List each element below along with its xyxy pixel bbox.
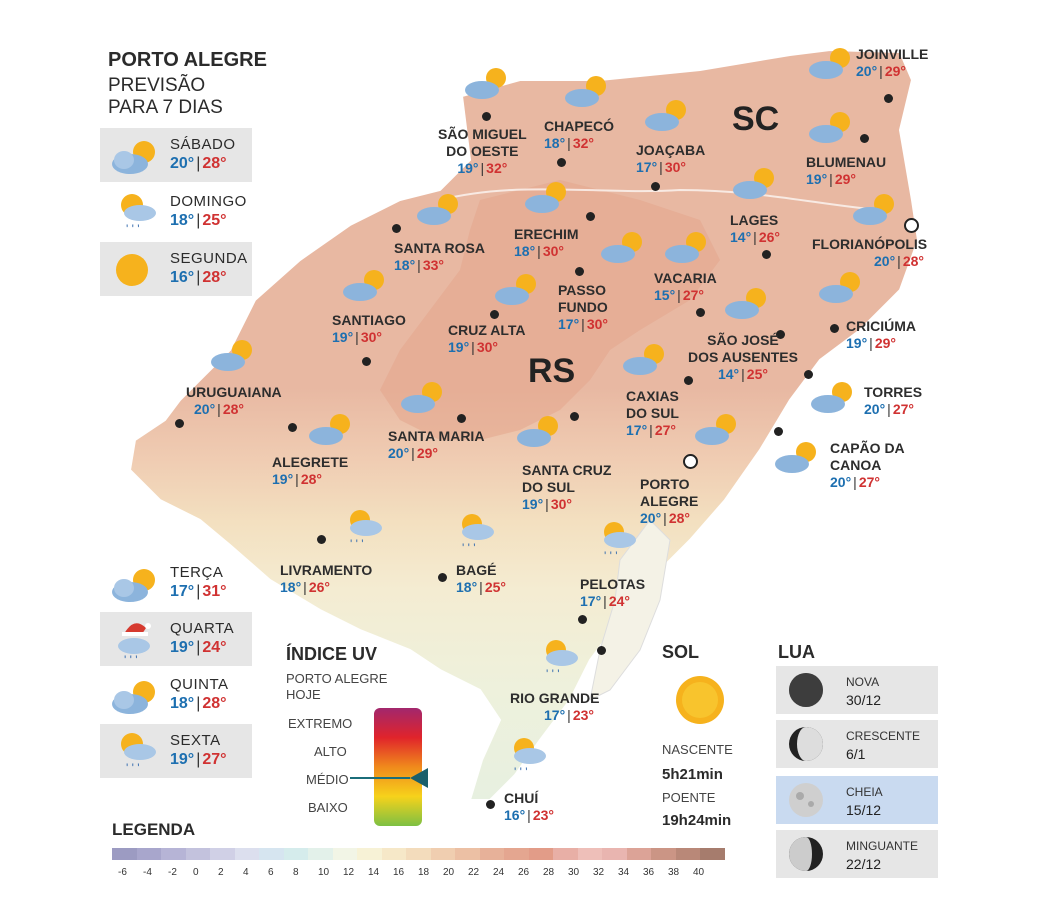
legend-swatch — [112, 848, 137, 860]
legend-swatch — [382, 848, 407, 860]
full-moon-icon — [786, 780, 826, 820]
page-title: PORTO ALEGRE — [108, 49, 267, 71]
day-name: SÁBADO — [170, 136, 236, 153]
moon-phase: NOVA 30/12 — [776, 666, 938, 714]
city-marker — [288, 423, 297, 432]
city-marker — [490, 310, 499, 319]
legend-swatch — [284, 848, 309, 860]
legend-tick-label: 34 — [618, 867, 630, 878]
city-sao-jose-dos-ausentes: SÃO JOSÉ DOS AUSENTES 14° | 25° — [688, 332, 798, 382]
city-marker — [438, 573, 447, 582]
svg-text:' ' ': ' ' ' — [350, 537, 364, 551]
legend-swatch — [676, 848, 701, 860]
legend-swatch — [161, 848, 186, 860]
city-capao-da-canoa: CAPÃO DA CANOA 20° | 27° — [830, 440, 905, 490]
legend-swatch — [357, 848, 382, 860]
partly-cloudy-icon — [806, 378, 858, 416]
forecast-day — [100, 612, 252, 666]
day-name: DOMINGO — [170, 193, 247, 210]
sun-cloud-rain-icon — [106, 189, 162, 237]
sun-cloud-rain-icon — [590, 518, 642, 564]
legend-title: LEGENDA — [112, 820, 196, 839]
partly-cloudy-icon — [106, 134, 162, 178]
partly-cloudy-icon — [660, 228, 712, 266]
legend-tick-label: -2 — [168, 867, 177, 878]
city-marker — [392, 224, 401, 233]
partly-cloudy-icon — [804, 44, 856, 82]
city-marker — [804, 370, 813, 379]
sunset-label: POENTE — [662, 790, 716, 805]
legend-swatch — [602, 848, 627, 860]
city-santa-maria: SANTA MARIA 20° | 29° — [388, 428, 485, 461]
moon-phase: CRESCENTE 6/1 — [776, 720, 938, 768]
city-rio-grande: RIO GRANDE 17° | 23° — [510, 690, 600, 723]
moon-phase: MINGUANTE 22/12 — [776, 830, 938, 878]
partly-cloudy-icon — [596, 228, 648, 266]
city-marker — [597, 646, 606, 655]
city-santa-cruz-do-sul: SANTA CRUZ DO SUL 19° | 30° — [522, 462, 612, 512]
partly-cloudy-icon — [490, 270, 542, 308]
day-temp: 17° | 31° — [170, 583, 227, 600]
sunrise-time: 5h21min — [662, 766, 723, 783]
city-erechim: ERECHIM 18° | 30° — [514, 226, 579, 259]
city-sao-miguel-do-oeste: SÃO MIGUEL DO OESTE 19° | 32° — [438, 126, 527, 176]
sun-cloud-rain-icon — [500, 734, 552, 780]
partly-cloudy-icon — [520, 178, 572, 216]
city-torres: TORRES 20° | 27° — [864, 384, 923, 417]
legend-swatch — [480, 848, 505, 860]
partly-cloudy-icon — [804, 108, 856, 146]
city-marker — [651, 182, 660, 191]
city-marker — [482, 112, 491, 121]
legend-swatch — [504, 848, 529, 860]
partly-cloudy-icon — [560, 72, 612, 110]
legend-tick-label: 24 — [493, 867, 505, 878]
uv-level-label: MÉDIO — [306, 772, 349, 787]
city-marker — [457, 414, 466, 423]
day-temp: 18° | 28° — [170, 695, 227, 712]
legend-swatch — [578, 848, 603, 860]
svg-text:' ' ': ' ' ' — [124, 653, 138, 666]
uv-subtitle: PORTO ALEGRE — [286, 671, 388, 686]
city-alegrete: ALEGRETE 19° | 28° — [272, 454, 349, 487]
city-marker — [486, 800, 495, 809]
legend-swatch — [235, 848, 260, 860]
sun-icon — [666, 666, 734, 734]
legend-tick-label: 16 — [393, 867, 405, 878]
legend-swatch — [431, 848, 456, 860]
partly-cloudy-icon — [728, 164, 780, 202]
legend-tick-label: 6 — [268, 867, 274, 878]
city-chui: CHUÍ 16° | 23° — [504, 790, 554, 823]
city-vacaria: VACARIA 15° | 27° — [654, 270, 717, 303]
forecast-day — [100, 724, 252, 778]
legend-swatch — [186, 848, 211, 860]
city-marker — [860, 134, 869, 143]
city-porto-alegre: PORTO ALEGRE 20° | 28° — [640, 476, 699, 526]
partly-cloudy-icon — [396, 378, 448, 416]
legend-tick-label: 30 — [568, 867, 580, 878]
uv-scale — [350, 706, 440, 830]
sun-cloud-rain-icon — [106, 728, 162, 776]
uv-subtitle-2: HOJE — [286, 687, 321, 702]
legend-tick-label: 2 — [218, 867, 224, 878]
legend-swatch — [553, 848, 578, 860]
legend-tick-label: 20 — [443, 867, 455, 878]
santa-hat-rain-icon — [106, 614, 162, 666]
legend-swatch — [651, 848, 676, 860]
partly-cloudy-icon — [618, 340, 670, 378]
legend-tick-label: 0 — [193, 867, 199, 878]
legend-tick-label: 4 — [243, 867, 249, 878]
partly-cloudy-icon — [512, 412, 564, 450]
city-marker — [570, 412, 579, 421]
city-marker — [362, 357, 371, 366]
forecast-day — [100, 242, 252, 296]
legend-tick-label: 22 — [468, 867, 480, 878]
city-livramento: LIVRAMENTO 18° | 26° — [280, 562, 373, 595]
capital-marker — [683, 454, 698, 469]
city-uruguaiana: URUGUAIANA 20° | 28° — [186, 384, 282, 417]
city-marker — [575, 267, 584, 276]
forecast-day — [100, 556, 252, 610]
partly-cloudy-icon — [460, 64, 512, 102]
legend-swatch — [455, 848, 480, 860]
legend-swatch — [333, 848, 358, 860]
svg-text:' ' ': ' ' ' — [126, 222, 140, 236]
legend-tick-label: 36 — [643, 867, 655, 878]
city-marker — [884, 94, 893, 103]
partly-cloudy-icon — [304, 410, 356, 448]
day-temp: 16° | 28° — [170, 269, 227, 286]
region-label-sc: SC — [732, 100, 780, 138]
city-joacaba: JOAÇABA 17° | 30° — [636, 142, 706, 175]
legend-tick-label: 12 — [343, 867, 355, 878]
city-cruz-alta: CRUZ ALTA 19° | 30° — [448, 322, 526, 355]
uv-level-label: BAIXO — [308, 800, 348, 815]
partly-cloudy-icon — [814, 268, 866, 306]
city-caxias-do-sul: CAXIAS DO SUL 17° | 27° — [626, 388, 679, 438]
forecast-day — [100, 128, 252, 182]
capital-marker — [904, 218, 919, 233]
city-bage: BAGÉ 18° | 25° — [456, 562, 506, 595]
city-blumenau: BLUMENAU 19° | 29° — [806, 154, 887, 187]
sun-cloud-rain-icon — [448, 510, 500, 556]
uv-title: ÍNDICE UV — [286, 644, 378, 664]
legend-swatch — [700, 848, 725, 860]
sunset-time: 19h24min — [662, 812, 732, 829]
partly-cloudy-icon — [412, 190, 464, 228]
day-temp: 19° | 27° — [170, 751, 227, 768]
svg-text:' ' ': ' ' ' — [462, 541, 476, 555]
city-passo-fundo: PASSO FUNDO 17° | 30° — [558, 282, 608, 332]
city-santa-rosa: SANTA ROSA 18° | 33° — [394, 240, 485, 273]
partly-cloudy-icon — [720, 284, 772, 322]
legend-tick-label: 18 — [418, 867, 430, 878]
legend-tick-label: 10 — [318, 867, 330, 878]
legend-swatch — [210, 848, 235, 860]
city-marker — [317, 535, 326, 544]
city-marker — [684, 376, 693, 385]
legend-tick-label: 14 — [368, 867, 380, 878]
city-criciuma: CRICIÚMA 19° | 29° — [846, 318, 916, 351]
legend-tick-label: -6 — [118, 867, 127, 878]
city-marker — [557, 158, 566, 167]
svg-text:' ' ': ' ' ' — [546, 667, 560, 681]
day-name: QUARTA — [170, 620, 235, 637]
moon-phase: CHEIA 15/12 — [776, 776, 938, 824]
svg-text:' ' ': ' ' ' — [514, 765, 528, 779]
city-marker — [774, 427, 783, 436]
sun-title: SOL — [662, 642, 700, 662]
sun-cloud-rain-icon — [532, 636, 584, 682]
last-quarter-moon-icon — [786, 834, 826, 874]
legend-tick-label: 8 — [293, 867, 299, 878]
city-marker — [586, 212, 595, 221]
legend-color-bar — [112, 848, 725, 860]
partly-cloudy-icon — [206, 336, 258, 374]
city-marker — [762, 250, 771, 259]
city-pelotas: PELOTAS 17° | 24° — [580, 576, 646, 609]
day-temp: 19° | 24° — [170, 639, 227, 656]
city-florianopolis: FLORIANÓPOLIS 20° | 28° — [812, 236, 928, 269]
moon-title: LUA — [778, 642, 815, 662]
legend-swatch — [137, 848, 162, 860]
partly-cloudy-icon — [106, 562, 162, 606]
day-name: TERÇA — [170, 564, 224, 581]
legend-swatch — [529, 848, 554, 860]
forecast-day — [100, 185, 252, 239]
partly-cloudy-icon — [848, 190, 900, 228]
forecast-day — [100, 668, 252, 722]
uv-level-label: EXTREMO — [288, 716, 353, 731]
region-label-rs: RS — [528, 352, 576, 390]
legend-swatch — [308, 848, 333, 860]
city-marker — [830, 324, 839, 333]
city-marker — [696, 308, 705, 317]
svg-text:' ' ': ' ' ' — [604, 549, 618, 563]
partly-cloudy-icon — [338, 266, 390, 304]
day-name: QUINTA — [170, 676, 229, 693]
day-temp: 18° | 25° — [170, 212, 227, 229]
city-santiago: SANTIAGO 19° | 30° — [332, 312, 406, 345]
city-joinville: JOINVILLE 20° | 29° — [856, 46, 929, 79]
legend-tick-label: -4 — [143, 867, 152, 878]
new-moon-icon — [786, 670, 826, 710]
city-marker — [175, 419, 184, 428]
city-marker — [578, 615, 587, 624]
uv-level-label: ALTO — [314, 744, 347, 759]
partly-cloudy-icon — [770, 438, 822, 476]
page-subtitle-1: PREVISÃO — [108, 75, 206, 96]
sun-icon — [110, 248, 154, 292]
svg-text:' ' ': ' ' ' — [126, 761, 140, 775]
legend-tick-label: 38 — [668, 867, 680, 878]
legend-swatch — [259, 848, 284, 860]
first-quarter-moon-icon — [786, 724, 826, 764]
partly-cloudy-icon — [690, 410, 742, 448]
legend-tick-label: 28 — [543, 867, 555, 878]
page-subtitle-2: PARA 7 DIAS — [108, 97, 223, 118]
partly-cloudy-icon — [106, 674, 162, 718]
city-chapeco: CHAPECÓ 18° | 32° — [544, 118, 615, 151]
legend-tick-label: 26 — [518, 867, 530, 878]
day-name: SEGUNDA — [170, 250, 248, 267]
legend-tick-label: 40 — [693, 867, 705, 878]
legend-tick-label: 32 — [593, 867, 605, 878]
city-lages: LAGES 14° | 26° — [730, 212, 780, 245]
partly-cloudy-icon — [640, 96, 692, 134]
sunrise-label: NASCENTE — [662, 742, 733, 757]
sun-cloud-rain-icon — [336, 506, 388, 552]
day-temp: 20° | 28° — [170, 155, 227, 172]
legend-swatch — [406, 848, 431, 860]
day-name: SEXTA — [170, 732, 221, 749]
legend-swatch — [627, 848, 652, 860]
